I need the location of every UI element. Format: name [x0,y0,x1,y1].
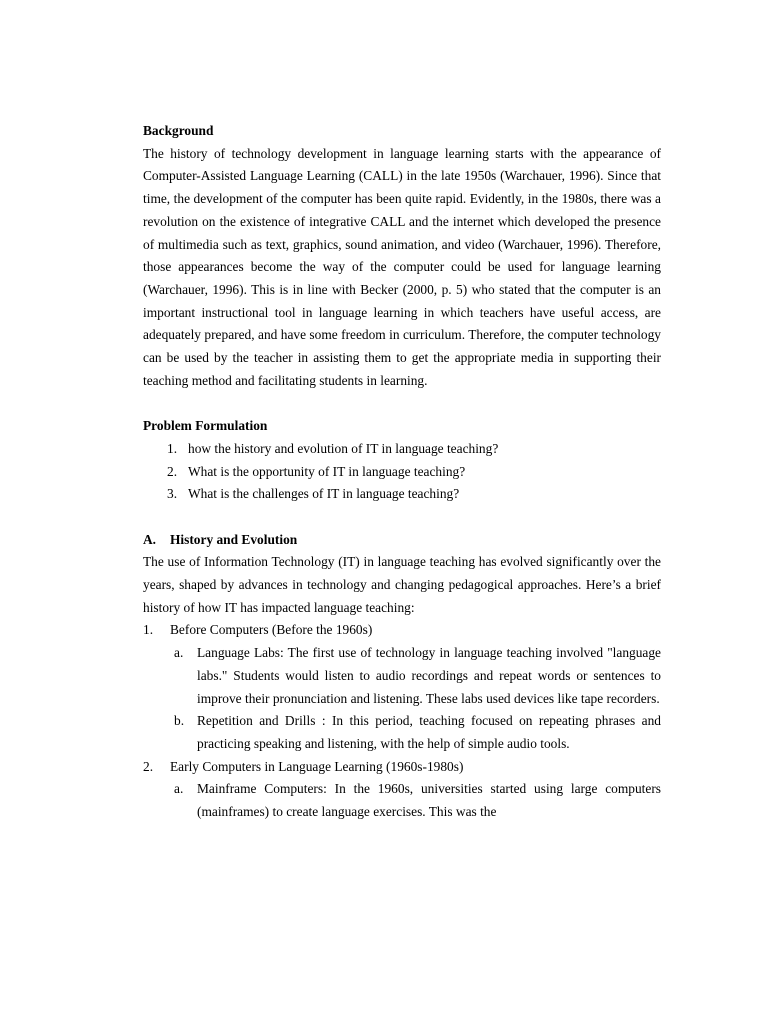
sub-item-letter: b. [174,713,185,729]
sub-item [143,642,661,710]
sub-item-text: Repetition and Drills : In this period, teaching focused on repeating phrases and practicing speaking and listening, with the help of simple audio tools. [197,713,661,751]
spacer [143,392,661,415]
list-item-text: What is the challenges of IT in language teaching? [188,486,460,502]
list-number: 2. [167,463,178,479]
sub-item-letter: a. [174,645,184,661]
page-content [143,120,661,824]
background-paragraph: The history of technology development in language learning starts with the appearance of Computer-Assisted Language Learning (CALL) in the late 1950s (Warchauer, 1996). Since that time, the development of the computer has been quite rapid. Evidently, in the 1980s, there was a revolution on the existence of integrative CALL and the internet which developed the presence of multimedia such as text, graphics, sound animation, and video (Warchauer, 1996). Therefore, those appearances become the way of the computer could be used for language learning (Warchauer, 1996). This is in line with Becker (2000, p. 5) who stated that the computer is an important instructional tool in language learning in which teachers have useful access, are adequately prepared, and have some freedom in curriculum. Therefore, the computer technology can be used by the teacher in assisting them to get the appropriate media in supporting their teaching method and facilitating students in learning. [143,145,661,388]
list-item-text: What is the opportunity of IT in language teaching? [188,463,466,479]
list-number: 2. [143,758,154,774]
sub-item [143,778,661,823]
list-item [143,461,661,484]
history-item-2 [143,756,661,779]
list-item [143,438,661,461]
section-letter: A. [143,531,157,547]
sub-item [143,710,661,755]
problem-formulation-heading: Problem Formulation [143,418,268,434]
section-a-paragraph: The use of Information Technology (IT) in language teaching has evolved significantly over the years, shaped by advances in technology and changing pedagogical approaches. Here’s a brief history of how IT has impacted language teaching: [143,554,661,615]
history-item-title: Early Computers in Language Learning (1960s-1980s) [170,758,464,774]
sub-item-text: Language Labs: The first use of technology in language teaching involved "language labs." Students would listen to audio recordings and repeat words or sentences to improve their pronunciation and listening. These labs used devices like tape recorders. [197,645,661,706]
sub-item-text: Mainframe Computers: In the 1960s, universities started using large computers (mainframes) to create language exercises. This was the [197,781,661,820]
list-item-text: how the history and evolution of IT in language teaching? [188,440,499,456]
list-number: 3. [167,486,178,502]
section-title: History and Evolution [170,531,298,547]
history-item-1 [143,619,661,642]
background-heading: Background [143,123,214,138]
history-item-title: Before Computers (Before the 1960s) [170,622,373,638]
list-number: 1. [167,440,178,456]
problem-list [143,438,661,506]
section-a-heading [143,529,661,552]
sub-item-letter: a. [174,781,184,797]
list-number: 1. [143,622,154,638]
list-item [143,483,661,506]
spacer [143,506,661,529]
